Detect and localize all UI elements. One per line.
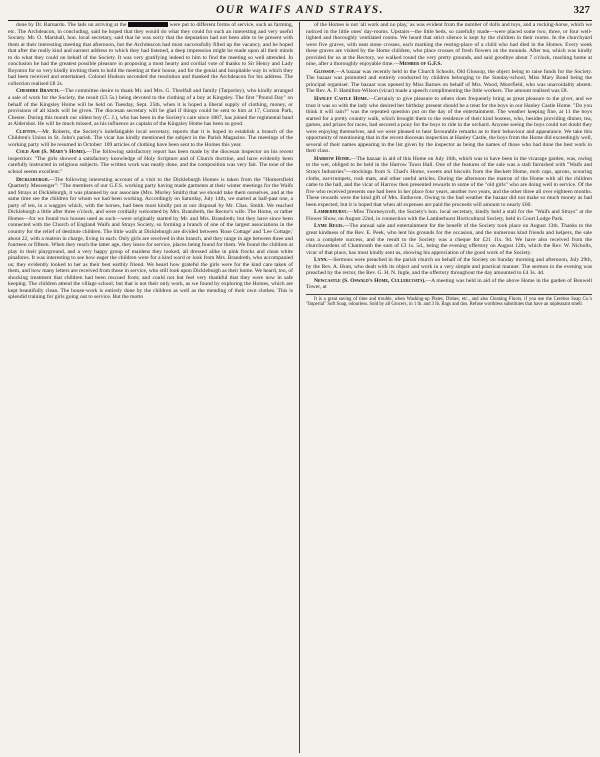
paragraph: [306, 69, 592, 95]
paragraph-text: —Miss Thorneycroft, the Society's hon. local secretary, kindly held a stall for the "Waifs and Strays" at the Flower Show, on August 22nd, in connection with the Lamberhurst Horticultural Society, held in Court Lodge Park.: [306, 209, 592, 222]
paragraph-text: —Sermons were preached in the parish church on behalf of the Society on Sunday morning and afternoon, July 29th, by the Rev. A. Hunt, who dealt with its object and work in a very simple and practical manner. The sermon in the evening was preached by the rector, the Rev. G. H. N. Ingle, and the offertory throughout the day amounted to £4 3s. 4d.: [306, 257, 592, 277]
section-heading: Cold Ash (S. Mary's Home).: [16, 149, 87, 156]
paragraph-text-cont: were put to different forms of service, such as farming, etc. The Archdeacon, in concluding, said he hoped that they would do what they could for such an interesting and very useful Society. Mr. O. Marshall, hon. local secretary, said that he was sorry that the deputation had not been able to be present with them at their interesting meeting that afternoon, but the Archdeacon had most successfully filled up the vacancy, and he hoped that after the really kind and earnest address to which they had listened, a deep impression might be made upon all their minds to do what they could on behalf of the Society. It was very gratifying indeed to him to find the meeting so well attended. In conclusion he had the greatest possible pleasure in proposing a most hearty and cordial vote of thanks to Sir Henry and Lady Boynton for so very kindly inviting them to hold the meeting at their house, and for the genial and hospitable way in which they had been received and entertained. Colonel Hudson seconded the resolution and thanked the Archdeacon for his address. The collection realised £8 2s.: [8, 22, 293, 87]
paragraph: [8, 22, 293, 87]
paragraph: [8, 149, 293, 175]
section-heading: Harrow Home.: [314, 155, 351, 162]
paragraph-text: of the Homes is not 'all work and no play,' as was evident from the number of dolls and toys, and a rocking-horse, which we noticed in the little ones' day-rooms. Upstairs—the little beds, so carefully made—were placed some two, three, or four well-lighted and thoroughly ventilated rooms. We heard that strict silence is kept by the children in their rooms. In the churchyard were five graves, with neat stone crosses, each marking the resting-place of a child who had died in the Homes. Every week these graves are visited by the Home children, who place crosses of fresh flowers on the mounds. After tea, which was kindly provided for us at the Rectory, we walked round the very pretty grounds, and said goodbye about 7 o'clock, reaching home at nine, after a thoroughly enjoyable time.—: [306, 22, 592, 68]
paragraph: [8, 177, 293, 301]
left-column: [8, 22, 300, 753]
advert-footnote: It is a great saving of time and trouble, when Washing-up Plates, Dishes, etc., and also Cleaning Floors, if you use the Cerebos Soap Co.'s "Imperial" Soft Soap, odourless. Sold by all Grocers, in 1 lb. and 3 lb. Bags and tins. Refuse worthless substitutes that have an unpleasant smell.: [306, 294, 592, 308]
section-heading: Glossop.: [314, 68, 336, 75]
section-heading: Clifton.: [16, 128, 37, 135]
paragraph: [306, 278, 592, 291]
section-heading: Lyme Regis.: [314, 223, 344, 230]
page-number: 327: [573, 4, 590, 16]
section-heading: Lamberhurst.: [314, 209, 348, 216]
paragraph-text: —Certainly to give pleasure to others does frequently bring as great pleasure to the giver, and we trust it was so with the lady who desired her birthday present should be a treat for the boys in our Hanley Castle Home. "Do you think it will rain?" was the repeated question put on the day of the entertainment. The weather keeping fine, at 11 the boys started for a pretty country walk, which brought them to the residence of their kind hostess, who, besides providing dinner, tea, games, and prizes for races, had secured a pony for the boys to ride in the orchard. Anyone seeing the boys could not doubt they were enjoying themselves, and we were pleased to hear favourable remarks as to their behaviour and appearance. We take this opportunity of mentioning that in the recent diocesan inspection at Hanley Castle, the boys from the Home did exceedingly well, several of their names appearing in the list given by the inspector as being the names of those who had done the best work in their class.: [306, 96, 592, 155]
columns: [8, 22, 592, 753]
signature: Member of G.F.S.: [399, 61, 442, 68]
section-heading: Dickleburgh.: [16, 176, 49, 183]
paragraph-text: —The bazaar in aid of this Home on July 16th, which was to have been in the vicarage garden, was, owing to the wet, obliged to be held in the Harrow Town Hall. One of the features of the sale was a stall furnished with "Waifs and Strays Industries"—stockings from S. Chad's Home, sweets and biscuits from the Beckett Home, mob caps, aprons, scouring cloths, ear-trumpets, rush mats, and other useful articles. During the afternoon the matron of the Home with all the children came to the hall, and the vicar of Harrow then presented rewards to some of the "old girls" who are doing well in service. Of the five who received presents one had been in her place four years, another two years, and the other three all over eighteen months. These rewards were the kind gift of Mrs. Enthoven. Owing to the bad weather the bazaar did not make so much money as had been expected, but it is hoped that when all expenses are paid the proceeds will amount to nearly £60.: [306, 155, 592, 208]
paragraph-text: —The following satisfactory report has been made by the diocesan inspector on his recent inspection: "The girls showed a satisfactory knowledge of Holy Scripture and of Church doctrine, and have evidently been carefully instructed in religious subjects. The written work was neatly done, and the composition was very fair. The tone of the school seems excellent.": [8, 149, 293, 176]
section-heading: Hanley Castle Home.: [314, 96, 369, 103]
paragraph: [306, 257, 592, 277]
paragraph: [306, 223, 592, 256]
paragraph: [306, 209, 592, 222]
paragraph-text: —A bazaar was recently held in the Church Schools, Old Glossop, the object being to raise funds for the Society. The bazaar was promoted and entirely conducted by children belonging to the Sunday-school, Miss Mary Bond being the principal organiser. The bazaar was opened by Miss Barnes on behalf of Mrs. Wood, Moorfield, who was unavoidably absent. The Rev. A. F. Hamilton-Wilson (vicar) made a speech complimenting the little workers. The amount realised was £8.: [306, 68, 592, 95]
paragraph: [8, 88, 293, 127]
paragraph-text: —The annual sale and entertainment for the benefit of the Society took place on August 13th. Thanks to the great kindness of the Rev. E. Peek, who lent his grounds for the occasion, and the numerous kind friends and helpers, the sale was a complete success, and the result to the Society was a cheque for £21 11s. 9d. We have also received from the churchwardens of Charmouth the sum of £3 1s. 5d., being the evening offertory on August 12th, which the Rev. W. Nicholls, vicar of that place, has most kindly sent us, showing his appreciation of the good work of the Society.: [306, 223, 592, 256]
paragraph: [306, 22, 592, 68]
paragraph: [306, 96, 592, 155]
page-title: OUR WAIFS AND STRAYS.: [215, 4, 385, 16]
section-heading: Cheshire Branch.: [16, 88, 60, 95]
section-heading: Lynn.: [314, 257, 328, 264]
paragraph-text: done by Dr. Barnardo. The lads on arriving at the: [16, 22, 127, 28]
paragraph-text: —The committee desire to thank Mr. and Mrs. G. Threlfall and family (Tarporley), who kindly arranged a sale of work for the Society, the result (£3 5s.) being devoted to the clothing of a boy at Kingsley. The first "Pound Day" on behalf of the Kingsley Home will be held on Tuesday, Sept. 25th, when it is hoped a liberal supply of clothing, money, or provisions of all kinds will be given. The diocesan secretary will be glad if things could be sent to him at 17, Curzon Park, Chester. During this month our oldest boy (C. J.), who has been in the Society's care since 1887, has joined the regimental band at Aldershot. He will be much missed, as his influence as captain of the Kingsley Home has been so good.: [8, 88, 294, 128]
right-column: [300, 22, 592, 753]
paragraph: [306, 156, 592, 208]
paragraph: [8, 129, 293, 149]
paragraph-text: —A meeting was held in aid of the above Home in the garden of Benwell Tower, at: [306, 277, 592, 291]
section-heading: Newcastle (S. Oswald's Home, Cullercoats).: [314, 277, 426, 284]
paragraph-text: —The following interesting account of a visit to the Dickleburgh Homes is taken from the "Homersfield Quarterly Messenger": "The members of our G.F.S. working party having made garments at their winter meetings for the Waifs and Strays at Dickleburgh, it was planned by our associate (Mrs. Morley Smith) that we should take them ourselves, and at the same time see the children for whom we had been working. Accordingly on Saturday, July 14th, we started at half-past one, a party of ten, in a waggon which, with the horses, had been most kindly put at our disposal by Mr. Chas. Smith. We reached Dickleburgh a little after three o'clock, and were cordially welcomed by Mrs. Brandreth, the Rector's wife. The Home, or rather Homes—for we found two houses used as such—were originally started by Mr. and Mrs. Brandreth; but they have since been connected with the Church of England Waifs and Strays Society, so forming a branch of one of the largest associations in the country for the relief of destitute children. The little waifs at Dickleburgh are divided between 'Rose Cottage' and 'Lee Cottage,' about 22, with a matron in charge, living in each. Only girls are received in this branch, and they range in age between three and fourteen or fifteen. When they reach the latter age, they leave for service, places being found for them. We found the children at play in their playground, and a very happy group of maidens they looked, all dressed alike in pink frocks and clean white pinafores. It was interesting to see how eager the children were for a kind word or look from Mrs. Brandreth, who accompanied us; they evidently looked to her as their best earthly friend. We heard how grateful the girls were for the kind care taken of them, and how many letters are received from those in service, who still look upon Dickleburgh as their home. We heard, too, of shocking treatment that children had been rescued from; and could not but feel very thankful that they were now in safe keeping. The children attend the village school; but that is not their only work, as we found by exploring the Homes, which are kept beautifully clean. The house-work is entirely done by the children as well as the mending of their own clothes. This is splendid training for girls going out to service. But the motto: [8, 176, 293, 301]
page-header: [8, 4, 592, 21]
redaction-bar: [128, 22, 168, 27]
paragraph-text: —Mr. Roberts, the Society's indefatigable local secretary, reports that it is hoped to establish a branch of the Children's Union in St. John's parish. The vicar has kindly mentioned the subject in the Parish Magazine. The meetings of the working party will be resumed in October: 109 articles of clothing have been sent to the Homes this year.: [8, 128, 293, 148]
